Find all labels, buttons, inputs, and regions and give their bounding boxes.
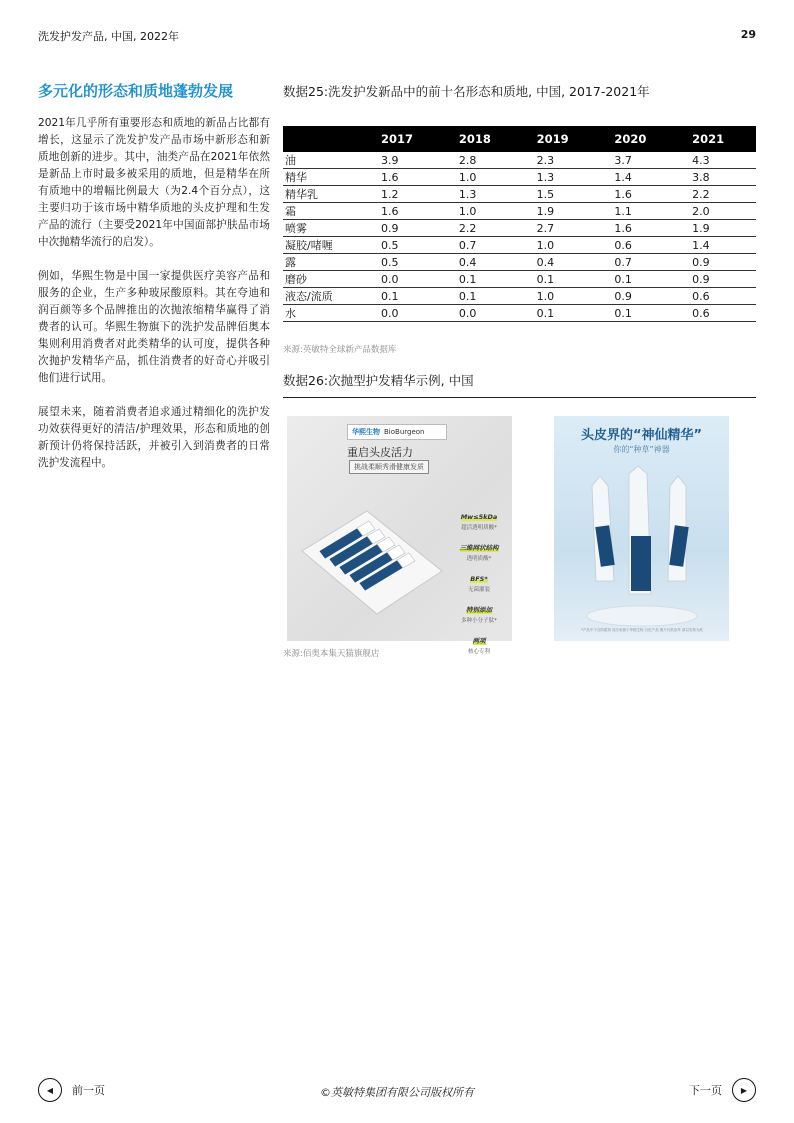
feature-title: 特别添加 — [466, 606, 492, 614]
table-cell: 2.7 — [523, 220, 601, 237]
table-cell: 2.2 — [678, 186, 756, 203]
table-cell: 2.8 — [445, 152, 523, 169]
feature-desc: 超活透明质酸* — [461, 525, 497, 531]
table-cell: 1.9 — [523, 203, 601, 220]
table-cell: 1.2 — [367, 186, 445, 203]
table-corner — [283, 126, 367, 152]
figure-26-source: 来源:佰奥本集天猫旗舰店 — [283, 649, 380, 659]
ad-footnote: *产品中不含防腐剂 成分来源于华熙生物 日化产品 图片仅供参考 请以实物为准 — [581, 628, 703, 632]
feature-title: Mw≤5kDa — [460, 513, 498, 521]
table-row — [283, 152, 756, 169]
table-cell: 0.0 — [367, 305, 445, 322]
row-label: 精华 — [283, 169, 367, 186]
table-cell: 0.9 — [600, 288, 678, 305]
paragraph-3: 展望未来，随着消费者追求通过精细化的洗护发功效获得更好的清洁/护理效果，形态和质地的创新预计仍将保持活跃，并被引入到消费者的日常洗护发流程中。 — [38, 406, 270, 469]
left-arrow-icon: ◀ — [38, 1078, 62, 1102]
figure-25-title: 数据25:洗发护发新品中的前十名形态和质地, 中国, 2017-2021年 — [283, 84, 650, 99]
figure-26-title: 数据26:次抛型护发精华示例, 中国 — [283, 373, 474, 388]
table-cell: 0.6 — [678, 305, 756, 322]
brand-name-en: BioBurgeon — [384, 428, 425, 436]
figure-25 — [283, 82, 756, 322]
brand-logo — [347, 424, 447, 440]
table-cell: 0.5 — [367, 254, 445, 271]
row-label: 油 — [283, 152, 367, 169]
table-cell: 2.3 — [523, 152, 601, 169]
feature-desc: 多种小分子肽* — [461, 618, 497, 624]
feature-title: BFS* — [470, 575, 488, 583]
copyright: ©英敏特集团有限公司版权所有 — [320, 1086, 474, 1099]
feature-list — [447, 504, 511, 659]
table-cell: 1.0 — [523, 237, 601, 254]
feature-item — [447, 566, 511, 593]
divider — [283, 397, 756, 398]
promo-subheading: 挑战柔顺秀滑健康发质 — [349, 460, 429, 474]
column-header: 2019 — [523, 126, 601, 152]
table-row — [283, 254, 756, 271]
promo-heading: 重启头皮活力 — [347, 446, 413, 459]
table-row — [283, 169, 756, 186]
table-cell: 0.0 — [445, 305, 523, 322]
table-cell: 3.9 — [367, 152, 445, 169]
row-label: 磨砂 — [283, 271, 367, 288]
table-cell: 2.0 — [678, 203, 756, 220]
table-cell: 1.6 — [600, 220, 678, 237]
section-heading: 多元化的形态和质地蓬勃发展 — [38, 82, 234, 100]
row-label: 精华乳 — [283, 186, 367, 203]
feature-desc: 无菌灌装 — [467, 587, 490, 593]
table-cell: 0.0 — [367, 271, 445, 288]
feature-desc: 透明质酸* — [466, 556, 492, 562]
row-label: 喷雾 — [283, 220, 367, 237]
table-cell: 1.3 — [445, 186, 523, 203]
paragraph-2: 例如，华熙生物是中国一家提供医疗美容产品和服务的企业，生产多种玻尿酸原料。其在夸迪和润百颜等多个品牌推出的次抛浓缩精华赢得了消费者的认可。华熙生物旗下的洗护发品牌佰奥本集则利用消费者对此类精华的认可度，提供各种次抛护发精华产品，抓住消费者的好奇心并吸引他们进行试用。 — [38, 270, 270, 384]
ad-subheading: 你的“种草”神器 — [613, 445, 670, 454]
table-row — [283, 271, 756, 288]
table-cell: 1.0 — [445, 169, 523, 186]
table-cell: 0.1 — [445, 288, 523, 305]
column-header: 2018 — [445, 126, 523, 152]
table-cell: 2.2 — [445, 220, 523, 237]
row-label: 凝胶/啫喱 — [283, 237, 367, 254]
column-header: 2017 — [367, 126, 445, 152]
table-cell: 1.9 — [678, 220, 756, 237]
right-arrow-icon: ▶ — [732, 1078, 756, 1102]
table-cell: 0.9 — [678, 254, 756, 271]
feature-item — [447, 628, 511, 655]
header-title: 洗发护发产品, 中国, 2022年 — [38, 30, 179, 43]
table-row — [283, 288, 756, 305]
prev-page-label: 前一页 — [72, 1084, 105, 1097]
table-header-row — [283, 126, 756, 152]
table-cell: 0.7 — [445, 237, 523, 254]
feature-desc: 核心专利 — [467, 649, 490, 655]
table-cell: 0.1 — [445, 271, 523, 288]
paragraph-1: 2021年几乎所有重要形态和质地的新品占比都有增长，这显示了洗发护发产品市场中新形态和新质地创新的进步。其中，油类产品在2021年依然是新品上市时最多被采用的质地，但是精华在所有质地中的增幅比例最大（为2.4个百分点），这主要归功于该市场中精华质地的头皮护理和生发产品的流行（主要受2021年中国面部护肤品市场中次抛精华流行的启发）。 — [38, 117, 270, 248]
next-page-label: 下一页 — [689, 1084, 722, 1097]
table-cell: 1.0 — [523, 288, 601, 305]
feature-title: 两项 — [472, 637, 486, 645]
table-cell: 0.1 — [600, 305, 678, 322]
feature-item — [447, 504, 511, 531]
feature-title: 三维网状结构 — [459, 544, 499, 552]
next-page-button[interactable] — [689, 1078, 756, 1102]
table-cell: 0.1 — [523, 305, 601, 322]
table-cell: 1.5 — [523, 186, 601, 203]
figure-25-source: 来源:英敏特全球新产品数据库 — [283, 345, 397, 355]
row-label: 露 — [283, 254, 367, 271]
table-row — [283, 305, 756, 322]
article-column — [38, 80, 270, 489]
table-cell: 1.0 — [445, 203, 523, 220]
product-image-ampoule-ad — [554, 416, 729, 641]
table-row — [283, 186, 756, 203]
table-cell: 1.6 — [600, 186, 678, 203]
table-cell: 1.6 — [367, 203, 445, 220]
column-header: 2020 — [600, 126, 678, 152]
table-cell: 0.1 — [523, 271, 601, 288]
feature-item — [447, 597, 511, 624]
table-row — [283, 220, 756, 237]
brand-name-cn: 华熙生物 — [352, 428, 380, 436]
vial-tray-illustration — [297, 496, 447, 616]
table-cell: 1.1 — [600, 203, 678, 220]
table-cell: 0.9 — [367, 220, 445, 237]
table-cell: 0.9 — [678, 271, 756, 288]
table-cell: 3.8 — [678, 169, 756, 186]
table-cell: 0.7 — [600, 254, 678, 271]
table-cell: 0.4 — [445, 254, 523, 271]
table-cell: 1.4 — [678, 237, 756, 254]
table-body — [283, 152, 756, 322]
row-label: 霜 — [283, 203, 367, 220]
row-label: 水 — [283, 305, 367, 322]
ampoule-illustration — [574, 466, 709, 631]
table-cell: 0.5 — [367, 237, 445, 254]
table-row — [283, 203, 756, 220]
table-cell: 0.1 — [600, 271, 678, 288]
table-cell: 1.4 — [600, 169, 678, 186]
texture-table — [283, 126, 756, 322]
ad-heading: 头皮界的“神仙精华” — [580, 428, 703, 443]
table-row — [283, 237, 756, 254]
row-label: 液态/流质 — [283, 288, 367, 305]
feature-item — [447, 535, 511, 562]
table-cell: 1.3 — [523, 169, 601, 186]
column-header: 2021 — [678, 126, 756, 152]
table-cell: 0.4 — [523, 254, 601, 271]
page-number: 29 — [740, 28, 756, 41]
table-cell: 3.7 — [600, 152, 678, 169]
table-cell: 0.1 — [367, 288, 445, 305]
table-cell: 1.6 — [367, 169, 445, 186]
table-cell: 0.6 — [600, 237, 678, 254]
table-cell: 4.3 — [678, 152, 756, 169]
table-cell: 0.6 — [678, 288, 756, 305]
